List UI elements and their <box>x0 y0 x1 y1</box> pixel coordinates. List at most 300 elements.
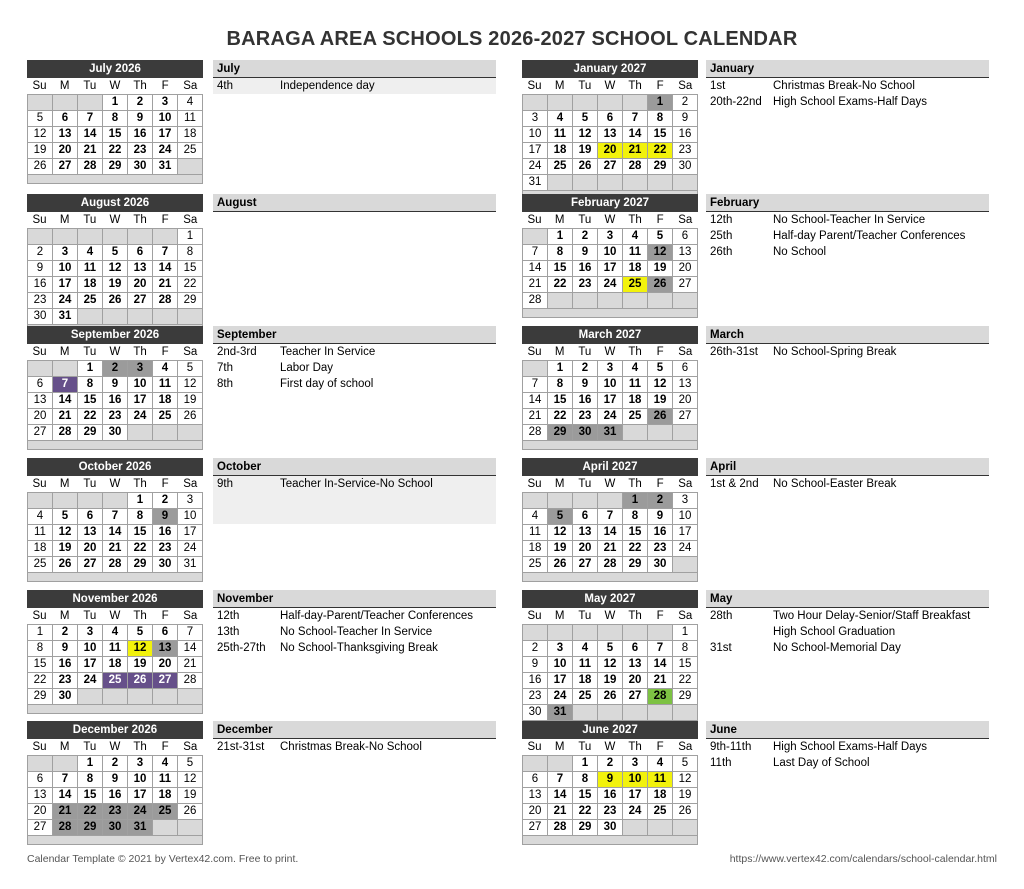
day-cell: 3 <box>78 625 103 641</box>
day-cell: 28 <box>153 293 178 309</box>
day-cell: 8 <box>78 772 103 788</box>
day-cell: 24 <box>153 143 178 159</box>
day-cell: 1 <box>103 95 128 111</box>
month-calendar-dec-2026 <box>27 721 203 845</box>
footer-url[interactable]: https://www.vertex42.com/calendars/school-calendar.html <box>729 853 997 865</box>
day-cell: 9 <box>523 657 548 673</box>
day-cell: 30 <box>648 557 673 573</box>
day-cell: 24 <box>178 541 203 557</box>
weekday-label: F <box>161 346 169 358</box>
day-cell: 23 <box>103 409 128 425</box>
day-cell: 5 <box>673 756 698 772</box>
weekday-label: M <box>59 741 70 753</box>
day-cell: 29 <box>548 425 573 441</box>
day-cell: 19 <box>178 393 203 409</box>
day-cell: 20 <box>623 673 648 689</box>
day-cell: 22 <box>548 409 573 425</box>
month-title: March 2027 <box>522 326 698 344</box>
day-cell: 5 <box>548 509 573 525</box>
day-cell: 7 <box>53 772 78 788</box>
month-title: April 2027 <box>522 458 698 476</box>
day-cell: 26 <box>573 159 598 175</box>
empty-day-cell <box>648 820 673 836</box>
day-cell: 12 <box>178 377 203 393</box>
month-calendar-nov-2026 <box>27 590 203 714</box>
weekday-header <box>27 344 203 360</box>
empty-day-cell <box>598 705 623 721</box>
day-cell: 11 <box>573 657 598 673</box>
weekday-label: Tu <box>83 346 97 358</box>
day-cell: 12 <box>28 127 53 143</box>
day-cell: 30 <box>128 159 153 175</box>
day-cell: 5 <box>598 641 623 657</box>
day-cell: 31 <box>153 159 178 175</box>
day-cell: 2 <box>103 361 128 377</box>
day-cell: 6 <box>523 772 548 788</box>
event-date: 8th <box>217 378 233 390</box>
day-cell: 13 <box>128 261 153 277</box>
day-cell: 10 <box>548 657 573 673</box>
day-cell: 31 <box>548 705 573 721</box>
day-cell: 28 <box>523 425 548 441</box>
day-cell: 18 <box>623 261 648 277</box>
empty-day-cell <box>548 493 573 509</box>
day-cell: 20 <box>28 409 53 425</box>
day-cell: 7 <box>523 245 548 261</box>
day-cell: 1 <box>78 756 103 772</box>
empty-day-cell <box>573 493 598 509</box>
event-row <box>706 228 989 244</box>
empty-day-cell <box>178 689 203 705</box>
day-cell: 3 <box>598 361 623 377</box>
day-cell: 30 <box>673 159 698 175</box>
day-cell: 2 <box>53 625 78 641</box>
day-cell: 22 <box>78 409 103 425</box>
events-month-heading: March <box>706 326 989 344</box>
events-panel-january <box>706 60 989 110</box>
day-cell: 17 <box>78 657 103 673</box>
event-date <box>706 624 773 640</box>
day-cell: 17 <box>523 143 548 159</box>
day-cell: 17 <box>623 788 648 804</box>
day-cell: 19 <box>128 657 153 673</box>
day-cell: 5 <box>103 245 128 261</box>
day-cell: 13 <box>28 788 53 804</box>
day-cell: 26 <box>178 409 203 425</box>
empty-day-cell <box>598 95 623 111</box>
day-cell: 9 <box>128 111 153 127</box>
day-cell: 30 <box>523 705 548 721</box>
day-cell: 13 <box>673 245 698 261</box>
event-description: Half-day-Parent/Teacher Conferences <box>280 610 474 622</box>
day-cell: 10 <box>623 772 648 788</box>
grid-footer-bar <box>523 836 698 845</box>
weekday-label: Th <box>133 214 147 226</box>
day-cell: 8 <box>78 377 103 393</box>
day-cell: 19 <box>53 541 78 557</box>
weekday-label: Tu <box>578 478 592 490</box>
empty-day-cell <box>53 361 78 377</box>
weekday-header <box>522 212 698 228</box>
event-row <box>213 376 496 392</box>
weekday-label: Sa <box>678 214 693 226</box>
day-cell: 8 <box>178 245 203 261</box>
day-cell: 19 <box>673 788 698 804</box>
day-cell: 11 <box>78 261 103 277</box>
day-cell: 12 <box>648 245 673 261</box>
weekday-label: W <box>109 741 121 753</box>
day-cell: 3 <box>53 245 78 261</box>
event-row <box>706 476 989 492</box>
empty-day-cell <box>548 293 573 309</box>
weekday-label: Sa <box>183 610 198 622</box>
event-description: High School Graduation <box>773 626 896 638</box>
day-cell: 6 <box>153 625 178 641</box>
events-month-heading: November <box>213 590 496 608</box>
day-cell: 27 <box>573 557 598 573</box>
day-grid <box>522 755 698 845</box>
empty-day-cell <box>623 705 648 721</box>
day-cell: 4 <box>623 361 648 377</box>
weekday-label: F <box>161 741 169 753</box>
empty-day-cell <box>103 689 128 705</box>
day-cell: 17 <box>53 277 78 293</box>
day-cell: 27 <box>523 820 548 836</box>
event-row <box>213 78 496 94</box>
day-cell: 30 <box>103 425 128 441</box>
weekday-label: M <box>554 346 565 358</box>
day-cell: 20 <box>128 277 153 293</box>
day-cell: 8 <box>28 641 53 657</box>
day-cell: 25 <box>623 277 648 293</box>
day-cell: 10 <box>53 261 78 277</box>
events-month-heading: May <box>706 590 989 608</box>
day-cell: 6 <box>28 377 53 393</box>
weekday-label: W <box>604 80 616 92</box>
empty-day-cell <box>28 361 53 377</box>
day-cell: 2 <box>573 229 598 245</box>
day-cell: 29 <box>103 159 128 175</box>
weekday-label: M <box>554 214 565 226</box>
day-cell: 28 <box>78 159 103 175</box>
day-cell: 16 <box>53 657 78 673</box>
day-cell: 10 <box>598 245 623 261</box>
day-cell: 14 <box>548 788 573 804</box>
day-cell: 13 <box>78 525 103 541</box>
empty-day-cell <box>78 95 103 111</box>
month-calendar-apr-2027 <box>522 458 698 582</box>
day-cell: 4 <box>523 509 548 525</box>
day-cell: 1 <box>178 229 203 245</box>
empty-day-cell <box>128 309 153 325</box>
day-cell: 7 <box>598 509 623 525</box>
events-month-heading: June <box>706 721 989 739</box>
day-cell: 17 <box>548 673 573 689</box>
weekday-header <box>522 476 698 492</box>
event-description: Independence day <box>280 80 375 92</box>
event-row <box>213 476 496 492</box>
day-cell: 14 <box>53 788 78 804</box>
day-cell: 4 <box>28 509 53 525</box>
empty-day-cell <box>128 689 153 705</box>
empty-day-cell <box>673 175 698 191</box>
empty-day-cell <box>523 95 548 111</box>
empty-day-cell <box>78 309 103 325</box>
day-cell: 19 <box>178 788 203 804</box>
day-cell: 25 <box>28 557 53 573</box>
day-cell: 7 <box>153 245 178 261</box>
empty-day-cell <box>53 229 78 245</box>
events-list <box>213 608 496 656</box>
day-cell: 1 <box>548 361 573 377</box>
events-list <box>706 344 989 360</box>
month-title: September 2026 <box>27 326 203 344</box>
day-cell: 6 <box>53 111 78 127</box>
day-cell: 13 <box>573 525 598 541</box>
events-list <box>213 344 496 392</box>
day-cell: 14 <box>523 393 548 409</box>
day-cell: 19 <box>648 261 673 277</box>
weekday-label: F <box>656 610 664 622</box>
empty-day-cell <box>573 95 598 111</box>
weekday-header <box>522 78 698 94</box>
event-date: 12th <box>217 610 240 622</box>
day-cell: 11 <box>28 525 53 541</box>
event-date: 9th <box>217 478 233 490</box>
event-date: 9th-11th <box>710 741 752 753</box>
day-cell: 27 <box>28 425 53 441</box>
empty-day-cell <box>673 425 698 441</box>
empty-day-cell <box>623 820 648 836</box>
empty-day-cell <box>573 705 598 721</box>
empty-day-cell <box>78 689 103 705</box>
day-cell: 24 <box>128 804 153 820</box>
empty-day-cell <box>623 625 648 641</box>
day-cell: 30 <box>598 820 623 836</box>
month-calendar-oct-2026 <box>27 458 203 582</box>
day-cell: 28 <box>648 689 673 705</box>
weekday-label: Tu <box>578 214 592 226</box>
day-cell: 30 <box>53 689 78 705</box>
event-row <box>706 755 989 771</box>
weekday-label: Th <box>133 610 147 622</box>
day-cell: 30 <box>573 425 598 441</box>
empty-day-cell <box>53 756 78 772</box>
day-cell: 26 <box>28 159 53 175</box>
event-description: Teacher In-Service-No School <box>280 478 433 490</box>
day-cell: 1 <box>548 229 573 245</box>
month-calendar-jun-2027 <box>522 721 698 845</box>
day-cell: 24 <box>53 293 78 309</box>
empty-day-cell <box>673 557 698 573</box>
weekday-label: M <box>554 478 565 490</box>
weekday-header <box>27 212 203 228</box>
day-cell: 26 <box>648 409 673 425</box>
empty-day-cell <box>648 625 673 641</box>
event-row <box>213 344 496 360</box>
event-description: Christmas Break-No School <box>280 741 422 753</box>
day-cell: 1 <box>28 625 53 641</box>
empty-day-cell <box>648 293 673 309</box>
day-cell: 18 <box>523 541 548 557</box>
day-cell: 23 <box>573 409 598 425</box>
event-row <box>213 624 496 640</box>
day-cell: 3 <box>623 756 648 772</box>
day-cell: 27 <box>598 159 623 175</box>
day-cell: 25 <box>648 804 673 820</box>
day-cell: 24 <box>128 409 153 425</box>
day-cell: 13 <box>153 641 178 657</box>
day-cell: 20 <box>78 541 103 557</box>
day-cell: 8 <box>548 245 573 261</box>
month-calendar-jan-2027 <box>522 60 698 200</box>
day-cell: 5 <box>28 111 53 127</box>
day-cell: 30 <box>28 309 53 325</box>
empty-day-cell <box>178 309 203 325</box>
weekday-label: Su <box>527 346 542 358</box>
day-cell: 9 <box>648 509 673 525</box>
day-cell: 6 <box>78 509 103 525</box>
day-cell: 13 <box>598 127 623 143</box>
day-cell: 24 <box>78 673 103 689</box>
day-cell: 16 <box>128 127 153 143</box>
day-cell: 25 <box>153 804 178 820</box>
day-cell: 11 <box>548 127 573 143</box>
day-cell: 28 <box>53 820 78 836</box>
empty-day-cell <box>648 175 673 191</box>
event-description: High School Exams-Half Days <box>773 741 928 753</box>
day-cell: 6 <box>623 641 648 657</box>
day-cell: 10 <box>128 772 153 788</box>
event-description: No School-Teacher In Service <box>280 626 433 638</box>
day-grid <box>27 94 203 184</box>
day-cell: 27 <box>78 557 103 573</box>
weekday-label: Th <box>628 346 642 358</box>
day-cell: 26 <box>648 277 673 293</box>
event-row <box>706 640 989 656</box>
weekday-label: Su <box>32 478 47 490</box>
day-cell: 21 <box>53 409 78 425</box>
day-cell: 31 <box>178 557 203 573</box>
day-cell: 3 <box>673 493 698 509</box>
day-cell: 6 <box>673 229 698 245</box>
day-cell: 26 <box>103 293 128 309</box>
day-cell: 12 <box>53 525 78 541</box>
day-cell: 25 <box>178 143 203 159</box>
empty-day-cell <box>648 425 673 441</box>
day-cell: 3 <box>128 361 153 377</box>
weekday-header <box>27 739 203 755</box>
event-description: Christmas Break-No School <box>773 80 915 92</box>
day-cell: 20 <box>573 541 598 557</box>
day-cell: 31 <box>523 175 548 191</box>
empty-day-cell <box>548 625 573 641</box>
day-cell: 6 <box>573 509 598 525</box>
day-cell: 18 <box>78 277 103 293</box>
day-cell: 19 <box>648 393 673 409</box>
day-cell: 11 <box>178 111 203 127</box>
day-cell: 10 <box>78 641 103 657</box>
empty-day-cell <box>28 493 53 509</box>
event-description: High School Exams-Half Days <box>773 96 928 108</box>
day-cell: 16 <box>103 788 128 804</box>
weekday-label: W <box>109 478 121 490</box>
weekday-label: F <box>161 478 169 490</box>
events-panel-may <box>706 590 989 656</box>
day-cell: 1 <box>78 361 103 377</box>
event-row <box>706 624 989 640</box>
weekday-label: M <box>59 214 70 226</box>
event-row <box>706 78 989 94</box>
day-cell: 14 <box>53 393 78 409</box>
day-cell: 17 <box>598 261 623 277</box>
weekday-label: W <box>604 741 616 753</box>
day-cell: 24 <box>598 409 623 425</box>
day-cell: 3 <box>178 493 203 509</box>
events-list <box>213 476 496 524</box>
event-date: 1st & 2nd <box>710 478 759 490</box>
event-description: No School-Spring Break <box>773 346 897 358</box>
empty-day-cell <box>178 425 203 441</box>
day-cell: 8 <box>623 509 648 525</box>
events-panel-september <box>213 326 496 392</box>
events-panel-march <box>706 326 989 360</box>
day-cell: 5 <box>573 111 598 127</box>
day-cell: 7 <box>103 509 128 525</box>
day-cell: 28 <box>548 820 573 836</box>
weekday-label: Th <box>133 478 147 490</box>
day-cell: 27 <box>673 409 698 425</box>
day-cell: 8 <box>673 641 698 657</box>
month-title: May 2027 <box>522 590 698 608</box>
weekday-label: M <box>554 610 565 622</box>
weekday-header <box>522 344 698 360</box>
events-month-heading: August <box>213 194 496 212</box>
month-title: July 2026 <box>27 60 203 78</box>
day-cell: 24 <box>623 804 648 820</box>
day-cell: 17 <box>178 525 203 541</box>
event-description: Half-day Parent/Teacher Conferences <box>773 230 966 242</box>
weekday-label: Th <box>133 80 147 92</box>
events-list <box>706 476 989 492</box>
weekday-label: Sa <box>678 610 693 622</box>
event-date: 21st-31st <box>217 741 265 753</box>
empty-day-cell <box>673 293 698 309</box>
weekday-header <box>522 608 698 624</box>
day-cell: 14 <box>78 127 103 143</box>
event-date: 11th <box>710 757 732 769</box>
event-description: No School-Teacher In Service <box>773 214 926 226</box>
empty-day-cell <box>523 625 548 641</box>
events-panel-june <box>706 721 989 771</box>
event-description: No School <box>773 246 827 258</box>
day-cell: 22 <box>623 541 648 557</box>
day-cell: 20 <box>673 261 698 277</box>
day-cell: 11 <box>623 245 648 261</box>
day-cell: 8 <box>648 111 673 127</box>
day-cell: 7 <box>53 377 78 393</box>
day-cell: 21 <box>623 143 648 159</box>
day-cell: 21 <box>648 673 673 689</box>
weekday-label: Tu <box>83 610 97 622</box>
empty-day-cell <box>523 493 548 509</box>
event-description: Two Hour Delay-Senior/Staff Breakfast <box>773 610 971 622</box>
day-cell: 17 <box>673 525 698 541</box>
day-cell: 9 <box>153 509 178 525</box>
day-cell: 29 <box>78 425 103 441</box>
weekday-label: Tu <box>578 610 592 622</box>
day-cell: 15 <box>548 393 573 409</box>
